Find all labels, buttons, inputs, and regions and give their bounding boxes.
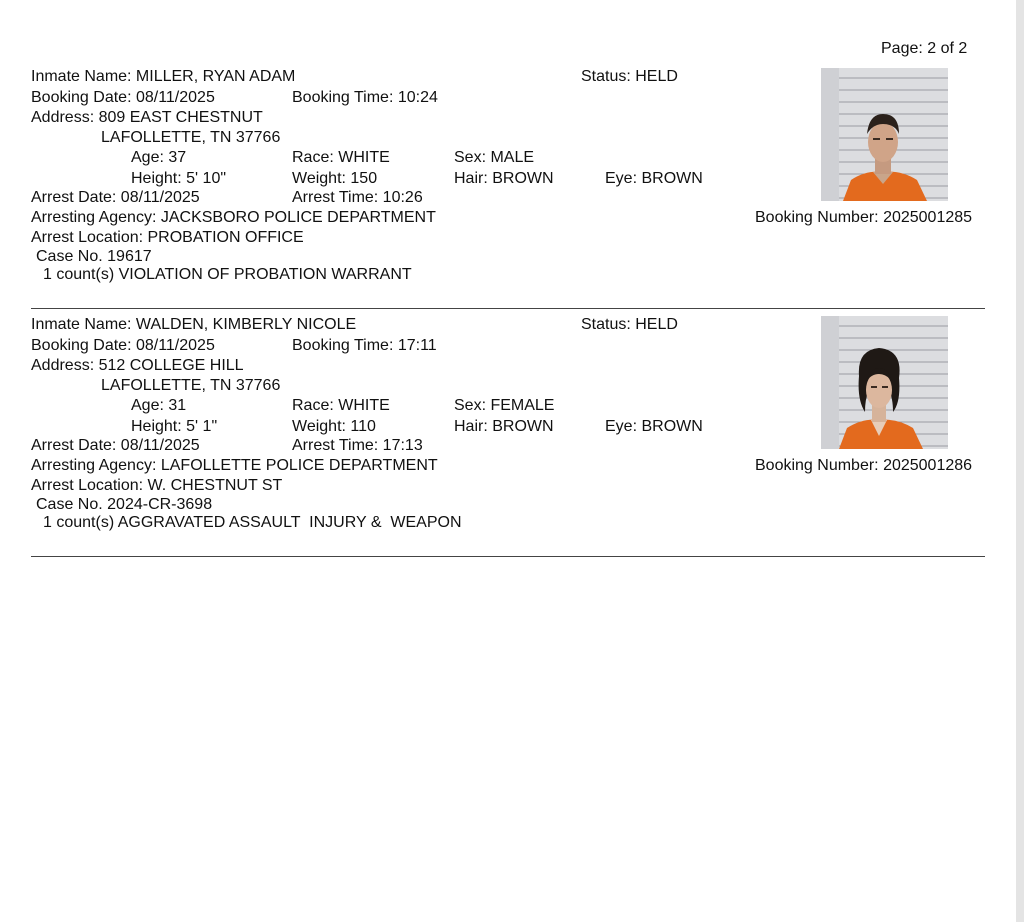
weight: Weight: 150 xyxy=(292,170,378,187)
booking-time: Booking Time: 17:11 xyxy=(292,337,437,354)
eye: Eye: BROWN xyxy=(605,170,703,187)
arrest-time: Arrest Time: 17:13 xyxy=(292,437,423,454)
sex: Sex: FEMALE xyxy=(454,397,555,414)
sex: Sex: MALE xyxy=(454,149,535,166)
race: Race: WHITE xyxy=(292,397,390,414)
race: Race: WHITE xyxy=(292,149,390,166)
booking-date: Booking Date: 08/11/2025 xyxy=(31,89,215,106)
address-line-1: Address: 512 COLLEGE HILL xyxy=(31,357,244,374)
booking-number: Booking Number: 2025001286 xyxy=(755,457,973,474)
age: Age: 37 xyxy=(131,149,187,166)
arresting-agency: Arresting Agency: JACKSBORO POLICE DEPARTMENT xyxy=(31,209,436,226)
arrest-time: Arrest Time: 10:26 xyxy=(292,189,423,206)
case-number: Case No. 19617 xyxy=(36,248,152,265)
inmate-name: Inmate Name: WALDEN, KIMBERLY NICOLE xyxy=(31,316,357,333)
page-edge xyxy=(1016,0,1024,922)
mugshot-photo xyxy=(821,316,948,449)
weight: Weight: 110 xyxy=(292,418,376,435)
booking-number: Booking Number: 2025001285 xyxy=(755,209,973,226)
case-number: Case No. 2024-CR-3698 xyxy=(36,496,213,513)
address-line-2: LAFOLLETTE, TN 37766 xyxy=(101,129,281,146)
booking-time: Booking Time: 10:24 xyxy=(292,89,438,106)
arrest-date: Arrest Date: 08/11/2025 xyxy=(31,437,200,454)
arrest-date: Arrest Date: 08/11/2025 xyxy=(31,189,200,206)
address-line-1: Address: 809 EAST CHESTNUT xyxy=(31,109,263,126)
address-line-2: LAFOLLETTE, TN 37766 xyxy=(101,377,281,394)
inmate-name: Inmate Name: MILLER, RYAN ADAM xyxy=(31,68,296,85)
status: Status: HELD xyxy=(581,316,678,333)
age: Age: 31 xyxy=(131,397,187,414)
status: Status: HELD xyxy=(581,68,678,85)
hair: Hair: BROWN xyxy=(454,418,554,435)
hair: Hair: BROWN xyxy=(454,170,554,187)
height: Height: 5' 1" xyxy=(131,418,218,435)
arrest-location: Arrest Location: W. CHESTNUT ST xyxy=(31,477,283,494)
height: Height: 5' 10" xyxy=(131,170,227,187)
charge: 1 count(s) VIOLATION OF PROBATION WARRANT xyxy=(43,266,412,283)
record-divider xyxy=(31,556,985,557)
arresting-agency: Arresting Agency: LAFOLLETTE POLICE DEPARTMENT xyxy=(31,457,438,474)
charge: 1 count(s) AGGRAVATED ASSAULT INJURY & WEAPON xyxy=(43,514,462,531)
eye: Eye: BROWN xyxy=(605,418,703,435)
booking-date: Booking Date: 08/11/2025 xyxy=(31,337,215,354)
arrest-location: Arrest Location: PROBATION OFFICE xyxy=(31,229,304,246)
record-divider xyxy=(31,308,985,309)
mugshot-photo xyxy=(821,68,948,201)
page-number: Page: 2 of 2 xyxy=(881,40,968,57)
